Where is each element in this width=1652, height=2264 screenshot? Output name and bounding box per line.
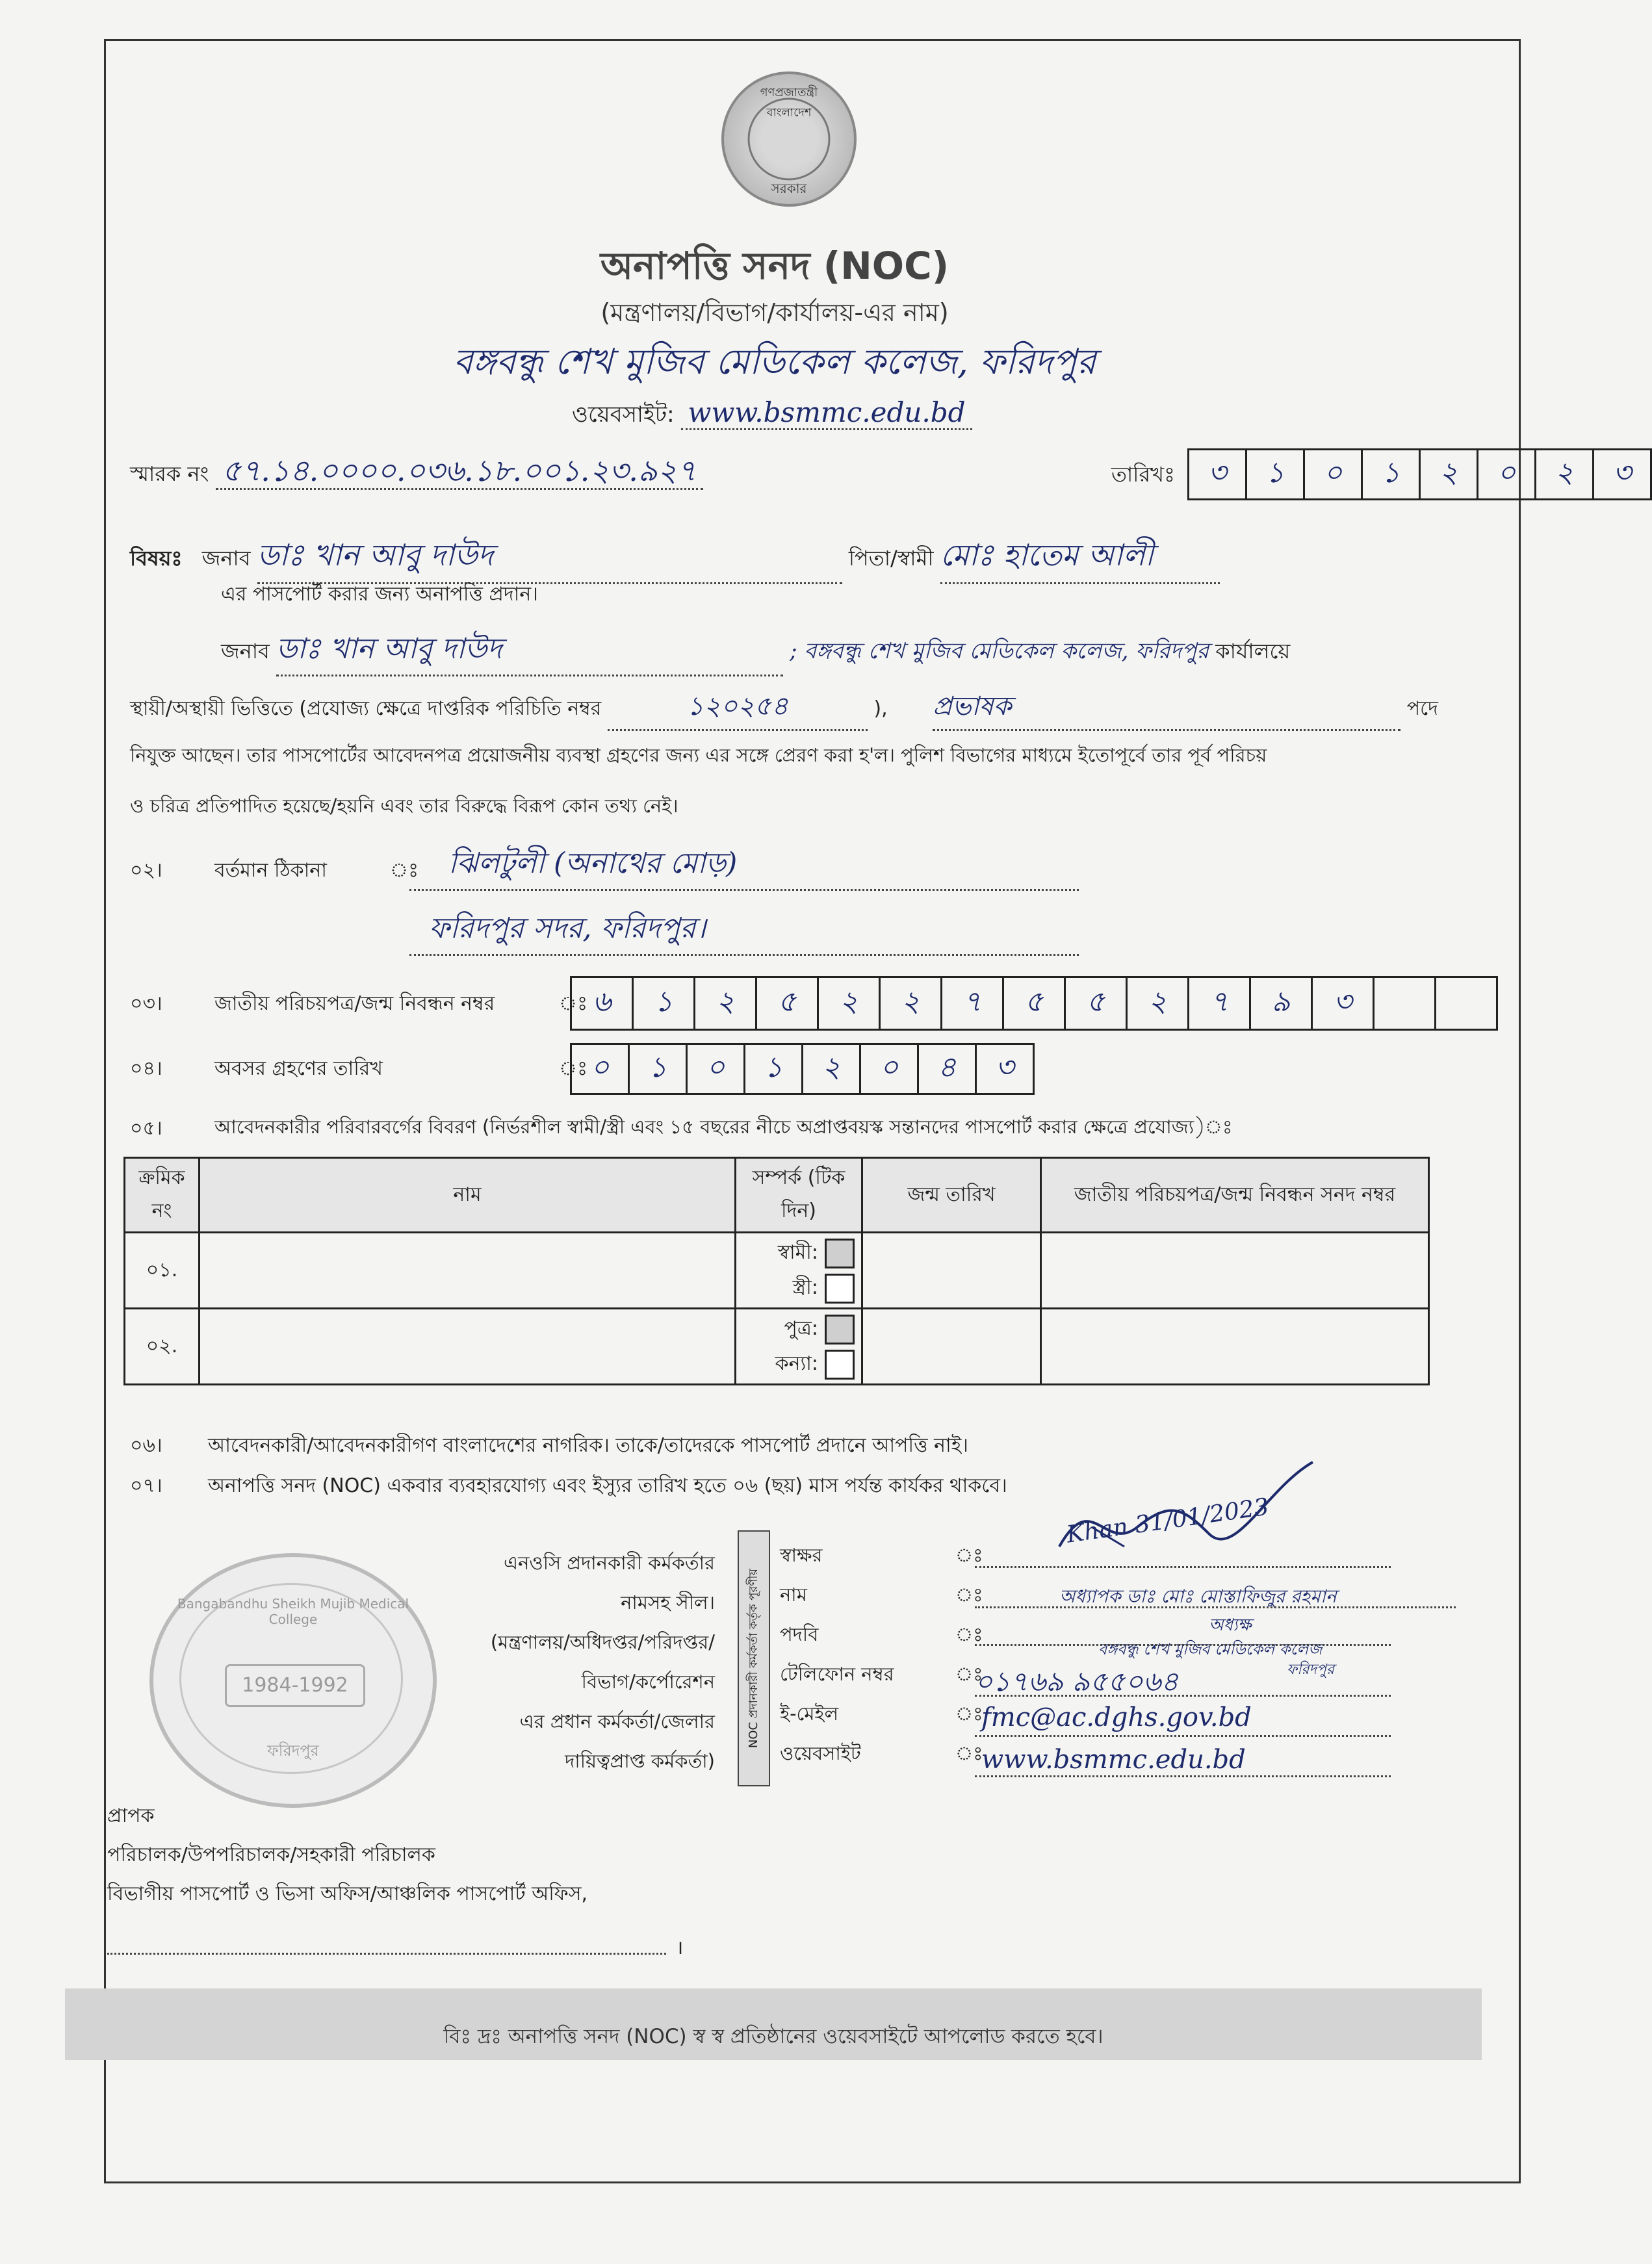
retire-colon: ঃ	[559, 1057, 588, 1080]
col-serial: ক্রমিক নং	[125, 1158, 200, 1233]
body-line1	[221, 627, 1508, 676]
item-02-number: ০২।	[130, 859, 162, 882]
body-paragraph-2: ও চরিত্র প্রতিপাদিত হয়েছে/হয়নি এবং তার বিরুদ্ধে বিরূপ কোন তথ্য নেই।	[130, 795, 678, 817]
designation: প্রভাষক	[933, 686, 1400, 731]
designation-line	[975, 1644, 1391, 1646]
issuer-line: (মন্ত্রণালয়/অধিদপ্তর/পরিদপ্তর/	[490, 1631, 715, 1653]
name-line	[975, 1606, 1456, 1608]
retire-digit: ১	[743, 1043, 803, 1095]
issuer-description	[416, 1543, 715, 1781]
field-signature-label: স্বাক্ষর	[780, 1544, 823, 1566]
seal-text-bottom: ফরিদপুর	[267, 1742, 319, 1760]
relation-wife-label: স্ত্রী:	[792, 1276, 818, 1299]
item-07-number: ০৭।	[130, 1474, 162, 1497]
col-birth-date: জন্ম তারিখ	[862, 1158, 1041, 1233]
item-04-number: ০৪।	[130, 1057, 162, 1080]
nid-colon: ঃ	[559, 992, 588, 1015]
retire-boxes	[572, 1043, 1035, 1095]
subject-label: বিষয়ঃ	[130, 546, 183, 571]
memo-number: ৫৭.১৪.০০০০.০৩৬.১৮.০০১.২৩.৯২৭	[216, 453, 703, 490]
issuer-line: নামসহ সীল।	[621, 1591, 715, 1614]
official-id: ১২০২৫৪	[608, 686, 868, 731]
table-row	[125, 1233, 1429, 1309]
row-birthdate-cell[interactable]	[862, 1233, 1041, 1309]
recipient-dotted-line	[107, 1953, 666, 1955]
nid-boxes	[572, 976, 1498, 1031]
body-name: ডাঃ খান আবু দাউদ	[276, 627, 783, 676]
address-label: বর্তমান ঠিকানা	[214, 859, 327, 882]
date-digit: ৩	[1592, 448, 1652, 500]
nid-digit: ২	[879, 976, 942, 1031]
date-digit: ২	[1534, 448, 1594, 500]
issuer-designation-sub: বঙ্গবন্ধু শেখ মুজিব মেডিকেল কলেজ	[1098, 1640, 1323, 1658]
signature-line	[975, 1566, 1391, 1568]
website-label: ওয়েবসাইট:	[572, 402, 675, 428]
table-header-row	[125, 1158, 1429, 1233]
retire-digit: ০	[570, 1043, 630, 1095]
nid-digit: ৫	[755, 976, 819, 1031]
relation-daughter-label: কন্যা:	[775, 1352, 818, 1375]
janab-label: জনাব	[201, 546, 251, 571]
footer-note: বিঃ দ্রঃ অনাপত্তি সনদ (NOC) স্ব স্ব প্রতিষ্ঠানের ওয়েবসাইটে আপলোড করতে হবে।	[443, 2025, 1103, 2048]
subject-name: ডাঃ খান আবু দাউদ	[257, 533, 842, 584]
item-06-number: ০৬।	[130, 1434, 162, 1457]
issuer-designation-sub2: ফরিদপুর	[1287, 1662, 1335, 1678]
body-line2-prefix: স্থায়ী/অস্থায়ী ভিত্তিতে (প্রযোজ্য ক্ষেত্রে দাপ্তরিক পরিচিতি নম্বর	[130, 697, 602, 720]
relation-husband-label: স্বামী:	[777, 1241, 818, 1264]
retire-digit: ২	[801, 1043, 861, 1095]
body-paragraph: নিযুক্ত আছেন। তার পাসপোর্টের আবেদনপত্র প্রয়োজনীয় ব্যবস্থা গ্রহণের জন্য এর সঙ্গে প্রেরণ করা হ'ল। পুলিশ বিভাগের মাধ্যমে ইতোপূর্বে তার পূর্ব পরিচয়	[130, 744, 1267, 766]
son-checkbox[interactable]	[825, 1315, 855, 1344]
row-name-cell[interactable]	[200, 1233, 736, 1309]
item-05-number: ০৫।	[130, 1117, 162, 1140]
family-label: আবেদনকারীর পরিবারবর্গের বিবরণ (নির্ভরশীল স্বামী/স্ত্রী এবং ১৫ বছরের নীচে অপ্রাপ্তবয়স্ক সন্তানদের পাসপোর্ট করার ক্ষেত্রে প্রযোজ্য)ঃ	[214, 1116, 1233, 1138]
retire-digit: ৪	[917, 1043, 977, 1095]
address-line-1: ঝিলটুলী (অনাথের মোড়)	[409, 842, 1079, 891]
government-emblem	[721, 71, 857, 207]
memo-date-label: তারিখঃ	[1111, 462, 1176, 487]
phone-line	[975, 1695, 1391, 1697]
nid-digit: ৫	[1002, 976, 1066, 1031]
date-digit: ১	[1245, 448, 1305, 500]
husband-checkbox[interactable]	[825, 1239, 855, 1268]
issuer-vertical-box	[738, 1530, 770, 1786]
issuer-line: এর প্রধান কর্মকর্তা/জেলার	[519, 1710, 715, 1732]
col-nid: জাতীয় পরিচয়পত্র/জন্ম নিবন্ধন সনদ নম্বর	[1041, 1158, 1429, 1233]
retire-digit: ৩	[975, 1043, 1035, 1095]
row-name-cell[interactable]	[200, 1309, 736, 1385]
retire-digit: ১	[628, 1043, 688, 1095]
institution-seal	[149, 1553, 437, 1808]
family-table	[123, 1157, 1430, 1385]
page-title: অনাপত্তি সনদ (NOC)	[600, 244, 949, 288]
body-office: ; বঙ্গবন্ধু শেখ মুজিব মেডিকেল কলেজ, ফরিদপুর	[790, 638, 1209, 664]
website-line	[975, 1775, 1391, 1777]
colon: ঃ	[955, 1742, 983, 1764]
retire-digit: ০	[686, 1043, 745, 1095]
nid-digit: ২	[693, 976, 757, 1031]
row-nid-cell[interactable]	[1041, 1309, 1429, 1385]
memo-row	[130, 448, 703, 498]
colon: ঃ	[955, 1703, 983, 1725]
nid-digit: ১	[632, 976, 695, 1031]
body-line2	[130, 686, 1508, 731]
wife-checkbox[interactable]	[825, 1274, 855, 1304]
footer-note-band	[65, 1988, 1482, 2060]
recipient-line-3-end: ।	[676, 1936, 684, 1959]
recipient-line-1: পরিচালক/উপপরিচালক/সহকারী পরিচালক	[107, 1844, 435, 1866]
email-line	[975, 1735, 1391, 1737]
nid-label: জাতীয় পরিচয়পত্র/জন্ম নিবন্ধন নম্বর	[214, 992, 495, 1015]
declaration-06: আবেদনকারী/আবেদনকারীগণ বাংলাদেশের নাগরিক। তাকে/তাদেরকে পাসপোর্ট প্রদানে আপত্তি নাই।	[208, 1434, 969, 1457]
colon: ঃ	[955, 1544, 983, 1566]
seal-text-top: Bangabandhu Sheikh Mujib Medical College	[177, 1596, 409, 1627]
subject-row	[130, 533, 1267, 584]
issuer-field-labels	[780, 1536, 894, 1773]
issuer-line: দায়িত্বপ্রাপ্ত কর্মকর্তা)	[565, 1750, 715, 1772]
issuer-colons	[955, 1536, 983, 1773]
emblem-text-bottom: সরকার	[771, 181, 807, 196]
date-digit: ১	[1361, 448, 1421, 500]
issuer-email-value: fmc@ac.dghs.gov.bd	[981, 1703, 1252, 1732]
memo-date-boxes	[1189, 448, 1652, 500]
issuer-website-value: www.bsmmc.edu.bd	[981, 1745, 1246, 1775]
row-birthdate-cell[interactable]	[862, 1309, 1041, 1385]
date-digit: ২	[1419, 448, 1478, 500]
issuer-designation-value: অধ্যক্ষ	[1209, 1615, 1252, 1635]
field-name-label: নাম	[780, 1584, 807, 1606]
field-designation-label: পদবি	[780, 1623, 819, 1645]
row-serial: ০২.	[125, 1309, 200, 1385]
col-name: নাম	[200, 1158, 736, 1233]
field-phone-label: টেলিফোন নম্বর	[780, 1663, 894, 1685]
website-row	[572, 396, 972, 435]
date-digit: ৩	[1187, 448, 1247, 500]
subtitle: (মন্ত্রণালয়/বিভাগ/কার্যালয়-এর নাম)	[600, 298, 949, 327]
field-website-label: ওয়েবসাইট	[780, 1742, 861, 1764]
body-line2-suffix: পদে	[1406, 697, 1438, 720]
nid-digit: ৭	[1187, 976, 1251, 1031]
date-digit: ০	[1303, 448, 1363, 500]
issuer-phone-value: ০১৭৬৯ ৯৫৫০৬৪	[975, 1666, 1179, 1697]
signature-text: Khan 31/01/2023	[1065, 1493, 1271, 1549]
nid-digit	[1373, 976, 1436, 1031]
nid-digit: ২	[817, 976, 881, 1031]
item-03-number: ০৩।	[130, 992, 162, 1015]
issuer-name-value: অধ্যাপক ডাঃ মোঃ মোস্তাফিজুর রহমান	[1059, 1586, 1337, 1607]
website-value: www.bsmmc.edu.bd	[681, 396, 972, 430]
body-line2-mid: ),	[873, 697, 888, 720]
father-name: মোঃ হাতেম আলী	[940, 533, 1220, 584]
nid-digit: ৯	[1249, 976, 1313, 1031]
date-digit: ০	[1477, 448, 1536, 500]
recipient-line-2: বিভাগীয় পাসপোর্ট ও ভিসা অফিস/আঞ্চলিক পাসপোর্ট অফিস,	[107, 1883, 588, 1905]
colon: ঃ	[955, 1663, 983, 1685]
retire-label: অবসর গ্রহণের তারিখ	[214, 1057, 383, 1080]
colon: ঃ	[955, 1623, 983, 1645]
col-relation: সম্পর্ক (টিক দিন)	[736, 1158, 862, 1233]
memo-label: স্মারক নং	[130, 461, 209, 486]
issuer-line: এনওসি প্রদানকারী কর্মকর্তার	[504, 1552, 715, 1574]
relation-son-label: পুত্র:	[784, 1317, 818, 1340]
declaration-07: অনাপত্তি সনদ (NOC) একবার ব্যবহারযোগ্য এবং ইস্যুর তারিখ হতে ০৬ (ছয়) মাস পর্যন্ত কার্যকর থাকবে।	[208, 1474, 1007, 1497]
field-email-label: ই-মেইল	[780, 1703, 839, 1725]
colon: ঃ	[955, 1584, 983, 1606]
retire-digit: ০	[859, 1043, 919, 1095]
body-office-suffix: কার্যালয়ে	[1215, 639, 1291, 663]
office-name: বঙ্গবন্ধু শেখ মুজিব মেডিকেল কলেজ, ফরিদপুর	[453, 341, 1096, 382]
nid-digit: ২	[1126, 976, 1189, 1031]
address-line-2: ফরিদপুর সদর, ফরিদপুর।	[409, 907, 1079, 956]
address-colon: ঃ	[390, 859, 419, 882]
row-relation-cell	[736, 1309, 862, 1385]
row-serial: ০১.	[125, 1233, 200, 1309]
seal-year: 1984-1992	[225, 1664, 365, 1707]
nid-digit: ৩	[1311, 976, 1375, 1031]
father-label: পিতা/স্বামী	[848, 546, 934, 571]
recipient-label: প্রাপক	[107, 1805, 155, 1827]
body-janab: জনাব	[221, 639, 270, 663]
nid-digit	[1434, 976, 1498, 1031]
nid-digit: ৫	[1064, 976, 1128, 1031]
table-row	[125, 1309, 1429, 1385]
row-relation-cell	[736, 1233, 862, 1309]
subject-line2: এর পাসপোর্ট করার জন্য অনাপত্তি প্রদান।	[221, 583, 538, 606]
issuer-line: বিভাগ/কর্পোরেশন	[581, 1671, 715, 1693]
emblem-text-top: গণপ্রজাতন্ত্রী বাংলাদেশ	[760, 86, 818, 120]
nid-digit: ৬	[570, 976, 634, 1031]
issuer-vertical-text: NOC প্রদানকারী কর্মকর্তা কর্তৃক পূরণীয়	[747, 1568, 760, 1749]
nid-digit: ৭	[940, 976, 1004, 1031]
daughter-checkbox[interactable]	[825, 1350, 855, 1380]
row-nid-cell[interactable]	[1041, 1233, 1429, 1309]
